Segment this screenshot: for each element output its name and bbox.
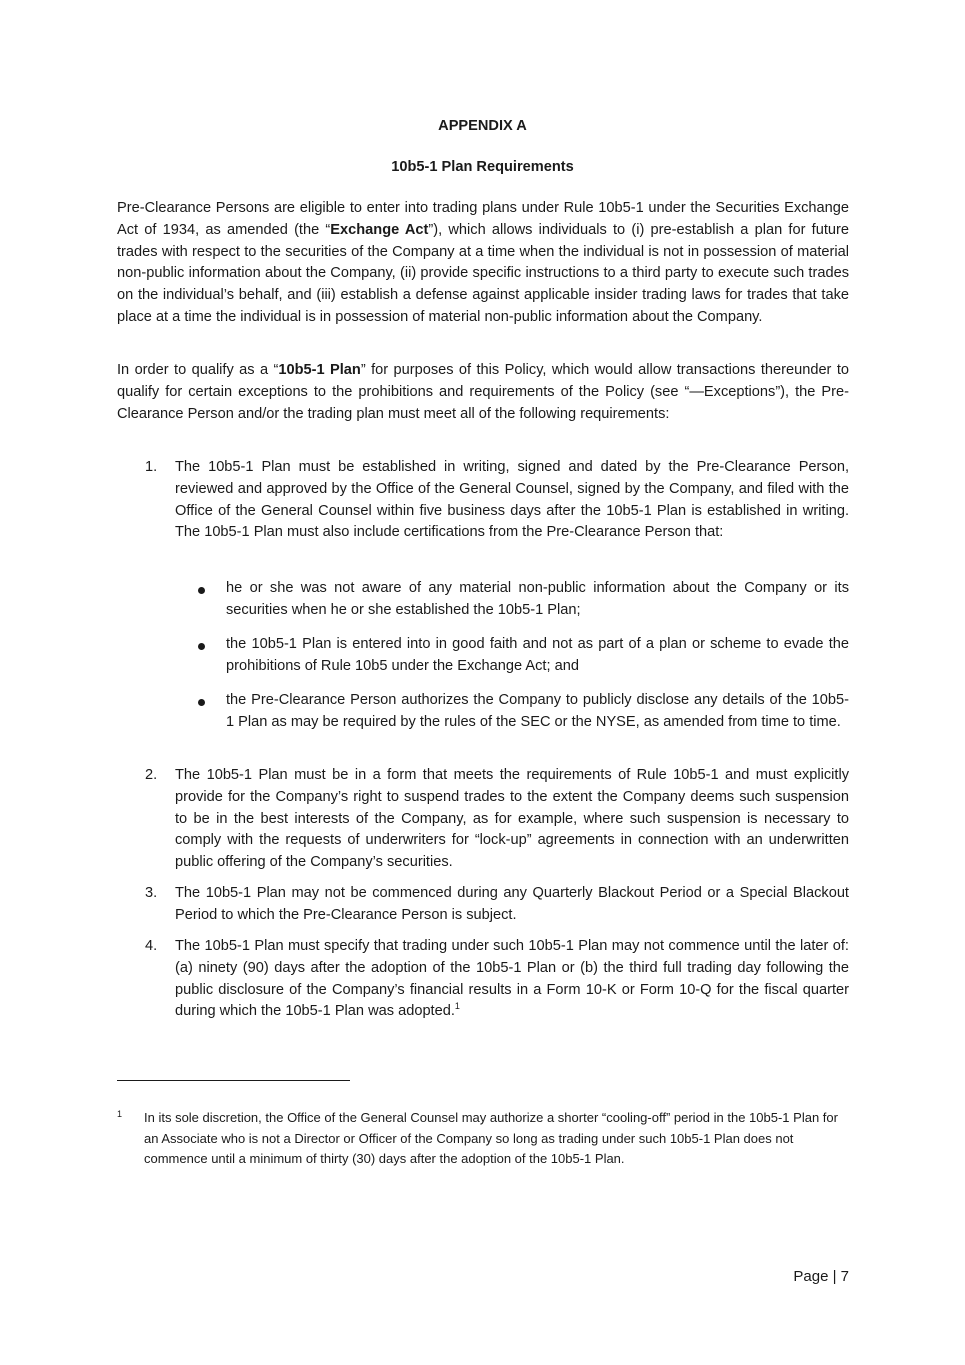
item-number: 3. [145,885,158,901]
bullet-text: the Pre-Clearance Person authorizes the Company to publicly disclose any details of the 10b5- 1 Plan as may be required by the rules of the SEC or the NYSE, as amended from time to time. [226,692,849,730]
footnote-mark: 1 [117,1109,123,1119]
certification-bullet [196,690,849,734]
item-text [175,936,849,1023]
item-text-body: The 10b5-1 Plan must specify that trading under such 10b5-1 Plan may not commence until the later of: (a) ninety (90) days after the adoption of the 10b5-1 Plan or (b) the third full trading day following the public disclosure of the Company’s financial results in a Form 10-K or Form 10-Q for the fiscal quarter during which the 10b5-1 Plan was adopted. [175,938,849,1020]
bullet-icon [198,699,205,706]
footnote-text: In its sole discretion, the Office of the General Counsel may authorize a shorter “cooling-off” period in the 10b5-1 Plan for an Associate who is not a Director or Officer of the Company so long as trading under such 10b5-1 Plan does not commence until a minimum of thirty (30) days after the adoption of the 10b5-1 Plan. [144,1110,838,1166]
intro-paragraph [117,198,849,329]
item-text: The 10b5-1 Plan must be in a form that meets the requirements of Rule 10b5-1 and must explicitly provide for the Company’s right to suspend trades to the extent the Company deems such suspension to be in the best interests of the Company, as for example, where such suspension is necessary to comply with the requests of underwriters for “lock-up” agreements in connection with an underwritten public offering of the Company’s securities. [175,767,849,871]
bullet-text: he or she was not aware of any material non-public information about the Company or its securities when he or she established the 10b5-1 Plan; [226,580,849,618]
item-number: 4. [145,938,158,954]
appendix-heading: APPENDIX A [438,118,527,134]
qualify-paragraph [117,360,849,425]
item-number: 1. [145,459,158,475]
page-number: Page | 7 [793,1268,849,1285]
section-subheading: 10b5-1 Plan Requirements [391,159,574,175]
item-text: The 10b5-1 Plan may not be commenced during any Quarterly Blackout Period or a Special Blackout Period to which the Pre-Clearance Person is subject. [175,885,849,923]
footnote-reference[interactable]: 1 [454,1001,460,1012]
qualify-text-b: ” for purposes of this Policy, which would allow transactions thereunder to qualify for certain exceptions to the prohibitions and requirements of the Policy (see “—Exceptions”), the Pre-Clearance Person and/or the trading plan must meet all of the following requirements: [117,362,849,422]
requirement-item [145,883,849,927]
certification-bullet [196,634,849,678]
item-text: The 10b5-1 Plan must be established in writing, signed and dated by the Pre-Clearance Person, reviewed and approved by the Office of the General Counsel, signed by the Company, and filed with the Office of the General Counsel within five business days after the 10b5-1 Plan is established in writing. The 10b5-1 Plan must also include certifications from the Pre-Clearance Person that: [175,459,849,541]
bullet-icon [198,587,205,594]
bullet-text: the 10b5-1 Plan is entered into in good faith and not as part of a plan or scheme to evade the prohibitions of Rule 10b5 under the Exchange Act; and [226,636,849,674]
requirement-item [145,457,849,544]
footnote-divider [117,1080,350,1081]
certification-bullet [196,578,849,622]
requirement-item [145,936,849,1023]
intro-text-a: Pre-Clearance Persons are eligible to enter into trading plans under Rule 10b5-1 under the Securities Exchange Act of 1934, as amended (the “ [117,200,849,238]
requirement-item [145,765,849,874]
plan-term: 10b5-1 Plan [278,362,361,378]
bullet-icon [198,643,205,650]
qualify-text-a: In order to qualify as a “ [117,362,279,378]
exchange-act-term: Exchange Act [330,221,429,238]
intro-text-b: ”), which allows individuals to (i) pre-establish a plan for future trades with respect to the securities of the Company at a time when the individual is not in possession of material non-public information about the Company, (ii) provide specific instructions to a third party to execute such trades on the individual’s behalf, and (iii) establish a defense against applicable insider trading laws for trades that take place at a time the individual is in possession of material non-public information about the Company. [117,221,849,325]
item-number: 2. [145,767,158,783]
footnote [117,1108,849,1170]
